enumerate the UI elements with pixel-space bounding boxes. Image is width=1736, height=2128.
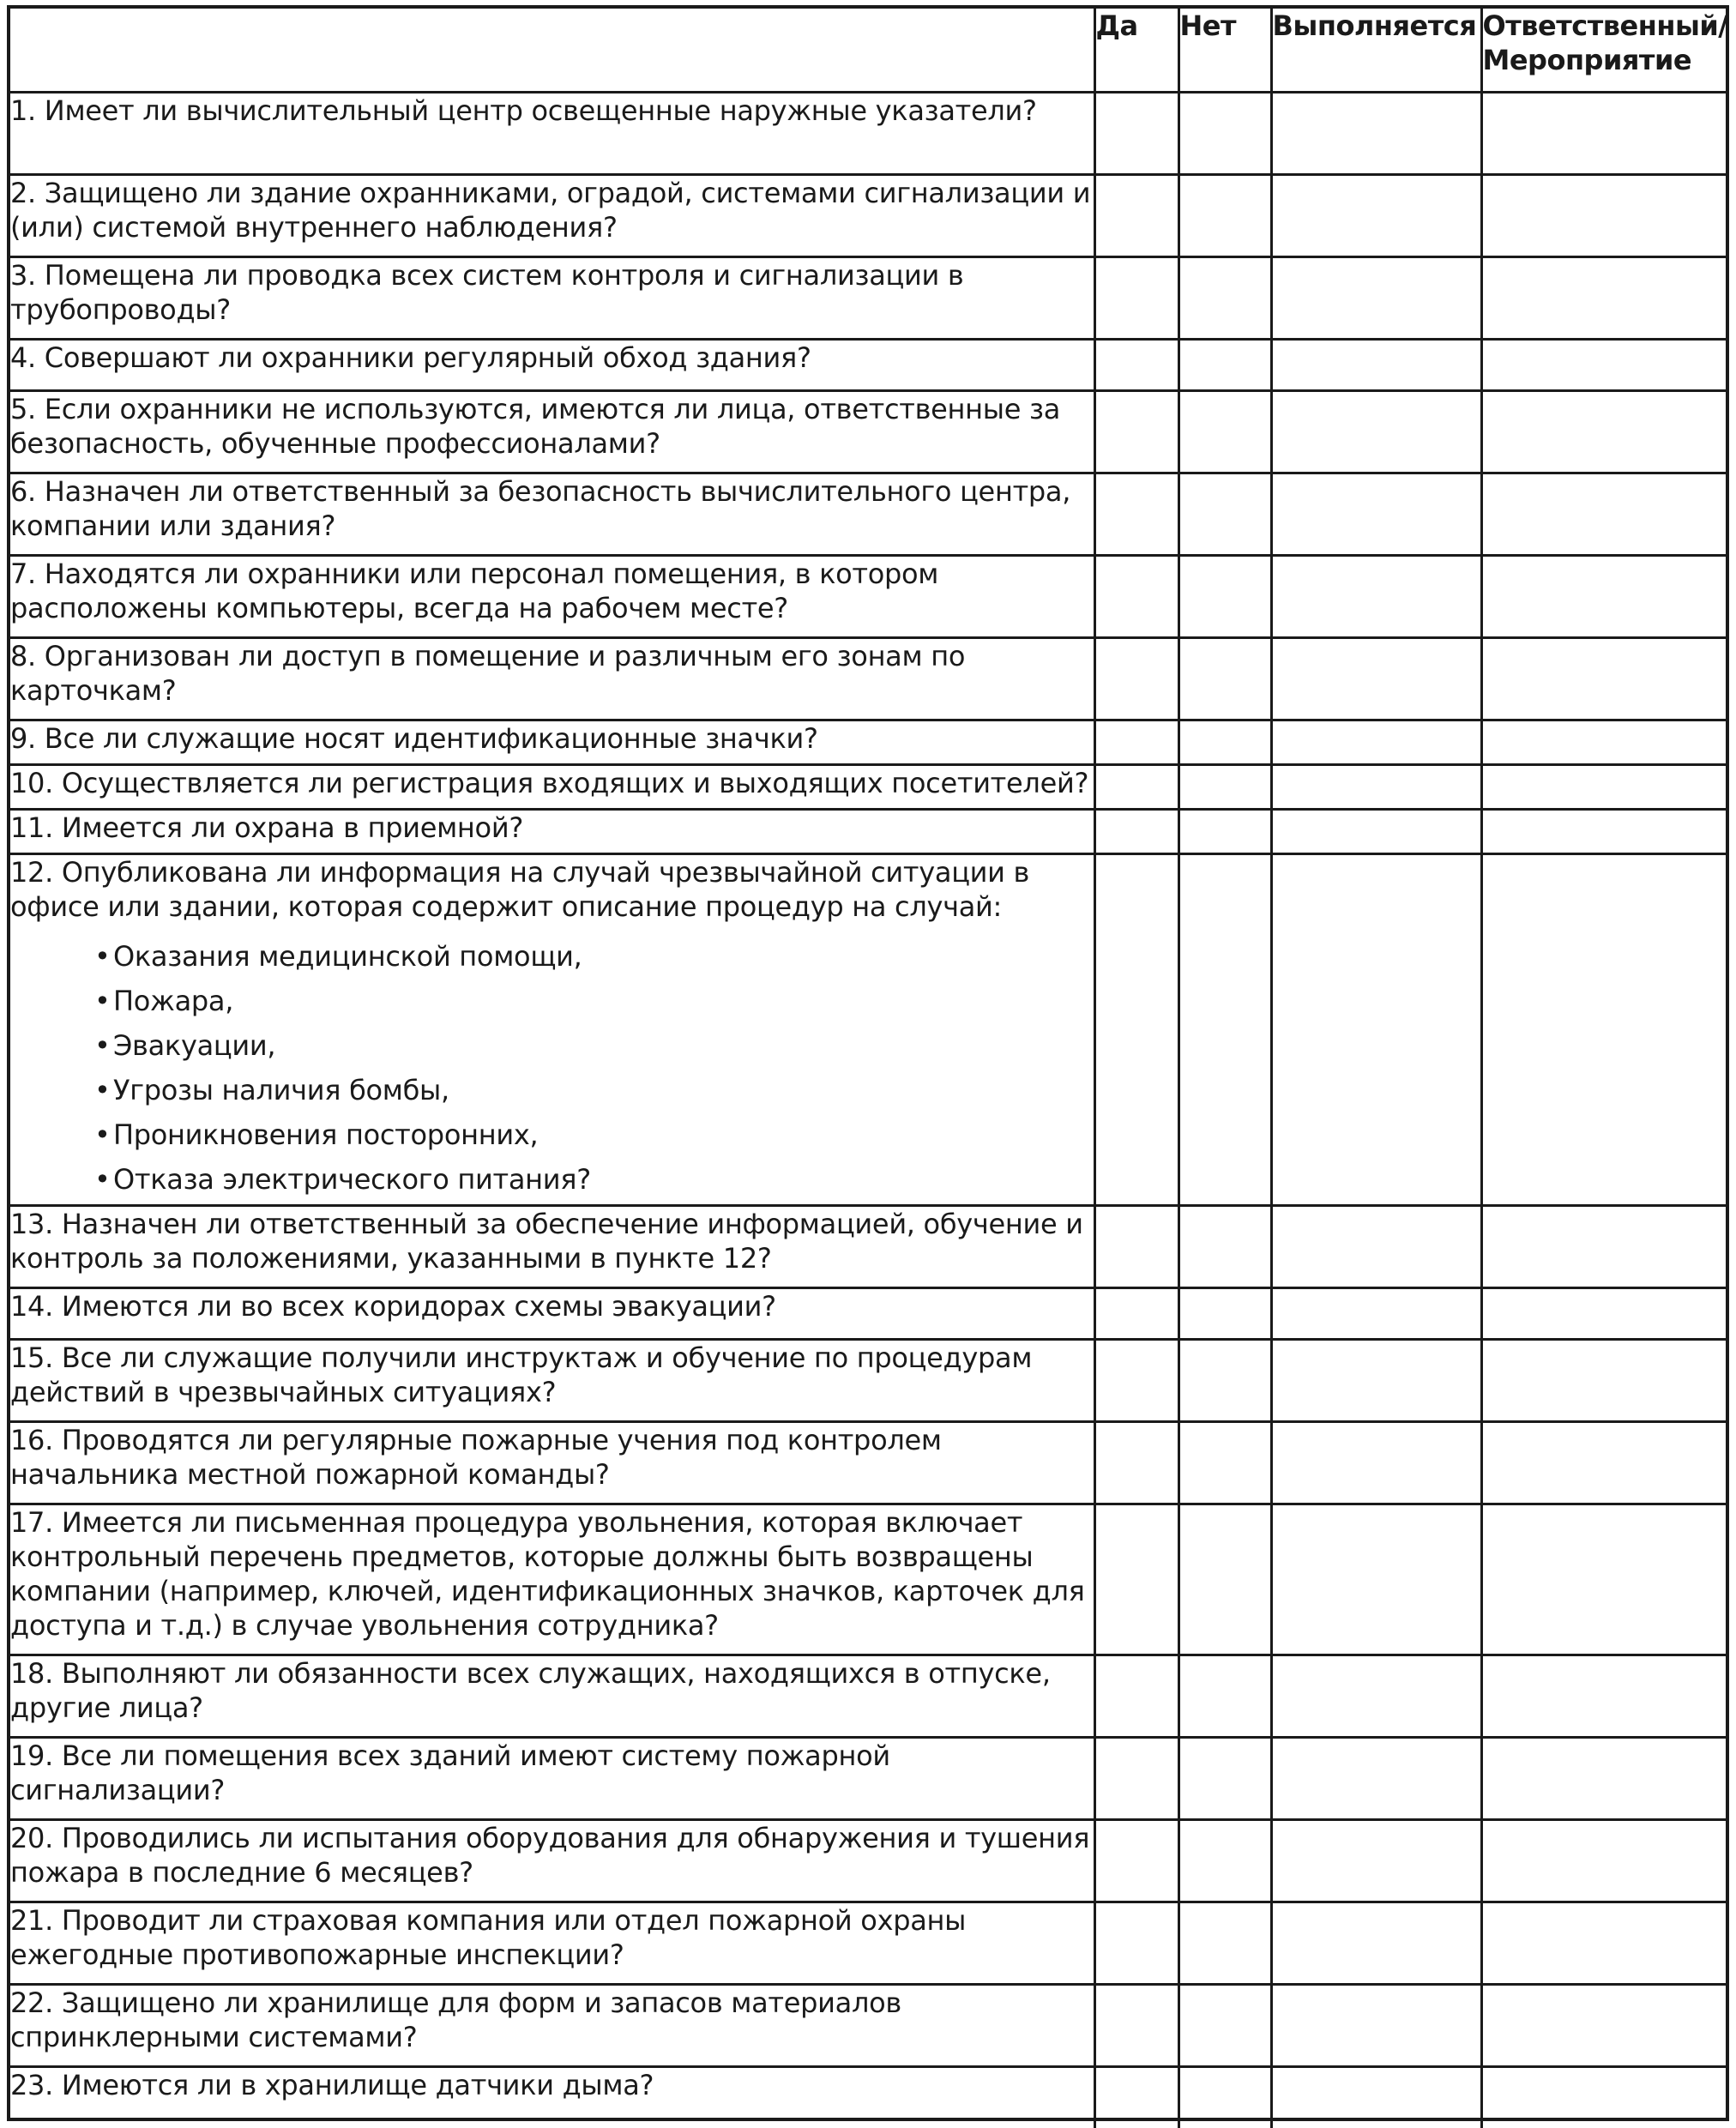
in-progress-cell[interactable]: [1271, 764, 1481, 809]
question-cell: [10, 1339, 1094, 1421]
question-cell: [10, 1984, 1094, 2066]
responsible-cell[interactable]: [1481, 1984, 1726, 2066]
responsible-cell[interactable]: [1481, 256, 1726, 339]
table-row: [10, 853, 1726, 1205]
question-text: 14. Имеются ли во всех коридорах схемы эвакуации?: [10, 1289, 776, 1323]
question-cell: [10, 174, 1094, 256]
responsible-cell[interactable]: [1481, 1902, 1726, 1984]
question-text: 19. Все ли помещения всех зданий имеют систему пожарной сигнализации?: [10, 1739, 890, 1806]
no-cell[interactable]: [1178, 1421, 1271, 1504]
yes-cell[interactable]: [1094, 1655, 1178, 1737]
question-text: 8. Организован ли доступ в помещение и различным его зонам по карточкам?: [10, 639, 966, 707]
in-progress-cell[interactable]: [1271, 1421, 1481, 1504]
yes-cell[interactable]: [1094, 92, 1178, 174]
question-cell: [10, 339, 1094, 390]
question-cell: [10, 809, 1094, 853]
question-text: 10. Осуществляется ли регистрация входящих и выходящих посетителей?: [10, 766, 1089, 799]
table-row: [10, 92, 1726, 174]
header-row: [10, 9, 1726, 92]
in-progress-cell[interactable]: [1271, 720, 1481, 764]
question-text: 17. Имеется ли письменная процедура увольнения, которая включает контрольный перечень предметов, которые должны быть возвращены компании (например, ключей, идентификационных значков, карточек для доступа и т.д.) в случае увольнения сотрудника?: [10, 1505, 1085, 1642]
in-progress-cell[interactable]: [1271, 473, 1481, 555]
responsible-cell[interactable]: [1481, 1655, 1726, 1737]
yes-cell[interactable]: [1094, 339, 1178, 390]
no-cell[interactable]: [1178, 1984, 1271, 2066]
in-progress-cell[interactable]: [1271, 1984, 1481, 2066]
responsible-cell[interactable]: [1481, 390, 1726, 473]
header-no: Нет: [1178, 9, 1271, 92]
question-cell: [10, 1287, 1094, 1339]
yes-cell[interactable]: [1094, 1504, 1178, 1655]
in-progress-cell[interactable]: [1271, 555, 1481, 637]
list-item: • Угрозы наличия бомбы,: [113, 1068, 1094, 1112]
question-cell: [10, 92, 1094, 174]
list-item: • Оказания медицинской помощи,: [113, 934, 1094, 979]
no-cell[interactable]: [1178, 1902, 1271, 1984]
table-row: [10, 1421, 1726, 1504]
no-cell[interactable]: [1178, 92, 1271, 174]
in-progress-cell[interactable]: [1271, 1287, 1481, 1339]
in-progress-cell[interactable]: [1271, 339, 1481, 390]
emergency-procedures-list: [10, 934, 1094, 1202]
responsible-cell[interactable]: [1481, 764, 1726, 809]
in-progress-cell[interactable]: [1271, 1655, 1481, 1737]
question-cell: [10, 1655, 1094, 1737]
question-cell: [10, 1737, 1094, 1819]
responsible-cell[interactable]: [1481, 92, 1726, 174]
question-cell: [10, 1504, 1094, 1655]
no-cell[interactable]: [1178, 809, 1271, 853]
table-row: [10, 174, 1726, 256]
header-in-progress: Выполняется: [1271, 9, 1481, 92]
in-progress-cell[interactable]: [1271, 92, 1481, 174]
no-cell[interactable]: [1178, 390, 1271, 473]
in-progress-cell[interactable]: [1271, 809, 1481, 853]
no-cell[interactable]: [1178, 1504, 1271, 1655]
question-text: 22. Защищено ли хранилище для форм и запасов материалов спринклерными системами?: [10, 1986, 901, 2053]
question-cell: [10, 256, 1094, 339]
responsible-cell[interactable]: [1481, 1737, 1726, 1819]
table-row: [10, 1902, 1726, 1984]
header-responsible-line2: Мероприятие: [1482, 44, 1692, 76]
yes-cell[interactable]: [1094, 637, 1178, 720]
yes-cell[interactable]: [1094, 555, 1178, 637]
question-text: 1. Имеет ли вычислительный центр освещенные наружные указатели?: [10, 93, 1037, 127]
table-row: [10, 339, 1726, 390]
question-text: 13. Назначен ли ответственный за обеспечение информацией, обучение и контроль за положениями, указанными в пункте 12?: [10, 1207, 1083, 1275]
yes-cell[interactable]: [1094, 1421, 1178, 1504]
question-cell: [10, 2066, 1094, 2128]
table-row: [10, 2066, 1726, 2128]
yes-cell[interactable]: [1094, 764, 1178, 809]
table-row: [10, 473, 1726, 555]
yes-cell[interactable]: [1094, 256, 1178, 339]
responsible-cell[interactable]: [1481, 1287, 1726, 1339]
yes-cell[interactable]: [1094, 174, 1178, 256]
question-cell: [10, 1902, 1094, 1984]
no-cell[interactable]: [1178, 1819, 1271, 1902]
responsible-cell[interactable]: [1481, 174, 1726, 256]
checklist-table: [10, 9, 1726, 2128]
list-item: • Проникновения посторонних,: [113, 1112, 1094, 1157]
table-row: [10, 1339, 1726, 1421]
responsible-cell[interactable]: [1481, 1205, 1726, 1287]
checklist-body: [10, 9, 1726, 2128]
no-cell[interactable]: [1178, 1205, 1271, 1287]
in-progress-cell[interactable]: [1271, 174, 1481, 256]
yes-cell[interactable]: [1094, 720, 1178, 764]
question-text: 18. Выполняют ли обязанности всех служащих, находящихся в отпуске, другие лица?: [10, 1656, 1051, 1724]
header-question: [10, 9, 1094, 92]
in-progress-cell[interactable]: [1271, 1902, 1481, 1984]
no-cell[interactable]: [1178, 764, 1271, 809]
table-row: [10, 1504, 1726, 1655]
header-responsible: [1481, 9, 1726, 92]
table-row: [10, 809, 1726, 853]
responsible-cell[interactable]: [1481, 853, 1726, 1205]
question-text: 23. Имеются ли в хранилище датчики дыма?: [10, 2068, 654, 2101]
yes-cell[interactable]: [1094, 2066, 1178, 2128]
yes-cell[interactable]: [1094, 809, 1178, 853]
no-cell[interactable]: [1178, 1737, 1271, 1819]
question-cell: [10, 1205, 1094, 1287]
no-cell[interactable]: [1178, 339, 1271, 390]
responsible-cell[interactable]: [1481, 1421, 1726, 1504]
question-text: 6. Назначен ли ответственный за безопасность вычислительного центра, компании или здания?: [10, 474, 1071, 542]
in-progress-cell[interactable]: [1271, 1205, 1481, 1287]
no-cell[interactable]: [1178, 473, 1271, 555]
responsible-cell[interactable]: [1481, 809, 1726, 853]
responsible-cell[interactable]: [1481, 1819, 1726, 1902]
table-row: [10, 637, 1726, 720]
question-text: 20. Проводились ли испытания оборудования для обнаружения и тушения пожара в последние 6 месяцев?: [10, 1821, 1090, 1889]
table-row: [10, 764, 1726, 809]
yes-cell[interactable]: [1094, 1819, 1178, 1902]
responsible-cell[interactable]: [1481, 1504, 1726, 1655]
in-progress-cell[interactable]: [1271, 2066, 1481, 2128]
question-text: 2. Защищено ли здание охранниками, оградой, системами сигнализации и (или) системой внутреннего наблюдения?: [10, 176, 1091, 244]
list-item: • Эвакуации,: [113, 1023, 1094, 1068]
table-row: [10, 1287, 1726, 1339]
question-cell: [10, 764, 1094, 809]
yes-cell[interactable]: [1094, 1984, 1178, 2066]
list-item: • Пожара,: [113, 979, 1094, 1023]
table-row: [10, 1819, 1726, 1902]
table-row: [10, 256, 1726, 339]
no-cell[interactable]: [1178, 1287, 1271, 1339]
question-cell: [10, 637, 1094, 720]
list-item: • Отказа электрического питания?: [113, 1157, 1094, 1202]
question-text: 15. Все ли служащие получили инструктаж и обучение по процедурам действий в чрезвычайных ситуациях?: [10, 1341, 1033, 1408]
yes-cell[interactable]: [1094, 1902, 1178, 1984]
no-cell[interactable]: [1178, 2066, 1271, 2128]
question-text: 3. Помещена ли проводка всех систем контроля и сигнализации в трубопроводы?: [10, 258, 964, 326]
yes-cell[interactable]: [1094, 1287, 1178, 1339]
question-text: 4. Совершают ли охранники регулярный обход здания?: [10, 341, 811, 374]
table-row: [10, 1984, 1726, 2066]
table-row: [10, 1205, 1726, 1287]
question-cell: [10, 720, 1094, 764]
in-progress-cell[interactable]: [1271, 637, 1481, 720]
responsible-cell[interactable]: [1481, 473, 1726, 555]
responsible-cell[interactable]: [1481, 2066, 1726, 2128]
question-text: 21. Проводит ли страховая компания или отдел пожарной охраны ежегодные противопожарные инспекции?: [10, 1903, 967, 1971]
table-row: [10, 1737, 1726, 1819]
question-text: 5. Если охранники не используются, имеются ли лица, ответственные за безопасность, обученные профессионалами?: [10, 392, 1061, 460]
no-cell[interactable]: [1178, 174, 1271, 256]
responsible-cell[interactable]: [1481, 1339, 1726, 1421]
yes-cell[interactable]: [1094, 1737, 1178, 1819]
responsible-cell[interactable]: [1481, 720, 1726, 764]
no-cell[interactable]: [1178, 720, 1271, 764]
question-cell: [10, 390, 1094, 473]
yes-cell[interactable]: [1094, 1339, 1178, 1421]
no-cell[interactable]: [1178, 637, 1271, 720]
responsible-cell[interactable]: [1481, 339, 1726, 390]
yes-cell[interactable]: [1094, 1205, 1178, 1287]
in-progress-cell[interactable]: [1271, 1504, 1481, 1655]
header-responsible-line1: Ответственный/: [1482, 9, 1728, 42]
question-cell: [10, 853, 1094, 1205]
table-row: [10, 390, 1726, 473]
question-text: 7. Находятся ли охранники или персонал помещения, в котором расположены компьютеры, всегда на рабочем месте?: [10, 557, 939, 624]
in-progress-cell[interactable]: [1271, 1339, 1481, 1421]
checklist-sheet: [7, 5, 1729, 2121]
in-progress-cell[interactable]: [1271, 853, 1481, 1205]
in-progress-cell[interactable]: [1271, 256, 1481, 339]
yes-cell[interactable]: [1094, 853, 1178, 1205]
in-progress-cell[interactable]: [1271, 390, 1481, 473]
question-text: 12. Опубликована ли информация на случай чрезвычайной ситуации в офисе или здании, которая содержит описание процедур на случай:: [10, 855, 1030, 923]
no-cell[interactable]: [1178, 853, 1271, 1205]
table-row: [10, 720, 1726, 764]
responsible-cell[interactable]: [1481, 637, 1726, 720]
in-progress-cell[interactable]: [1271, 1819, 1481, 1902]
question-text: 11. Имеется ли охрана в приемной?: [10, 811, 524, 844]
responsible-cell[interactable]: [1481, 555, 1726, 637]
question-text: 9. Все ли служащие носят идентификационные значки?: [10, 721, 818, 755]
yes-cell[interactable]: [1094, 473, 1178, 555]
no-cell[interactable]: [1178, 555, 1271, 637]
no-cell[interactable]: [1178, 256, 1271, 339]
table-row: [10, 555, 1726, 637]
question-cell: [10, 473, 1094, 555]
question-cell: [10, 1421, 1094, 1504]
no-cell[interactable]: [1178, 1655, 1271, 1737]
header-yes: Да: [1094, 9, 1178, 92]
question-cell: [10, 555, 1094, 637]
in-progress-cell[interactable]: [1271, 1737, 1481, 1819]
question-text: 16. Проводятся ли регулярные пожарные учения под контролем начальника местной пожарной команды?: [10, 1423, 942, 1491]
question-cell: [10, 1819, 1094, 1902]
yes-cell[interactable]: [1094, 390, 1178, 473]
table-row: [10, 1655, 1726, 1737]
no-cell[interactable]: [1178, 1339, 1271, 1421]
